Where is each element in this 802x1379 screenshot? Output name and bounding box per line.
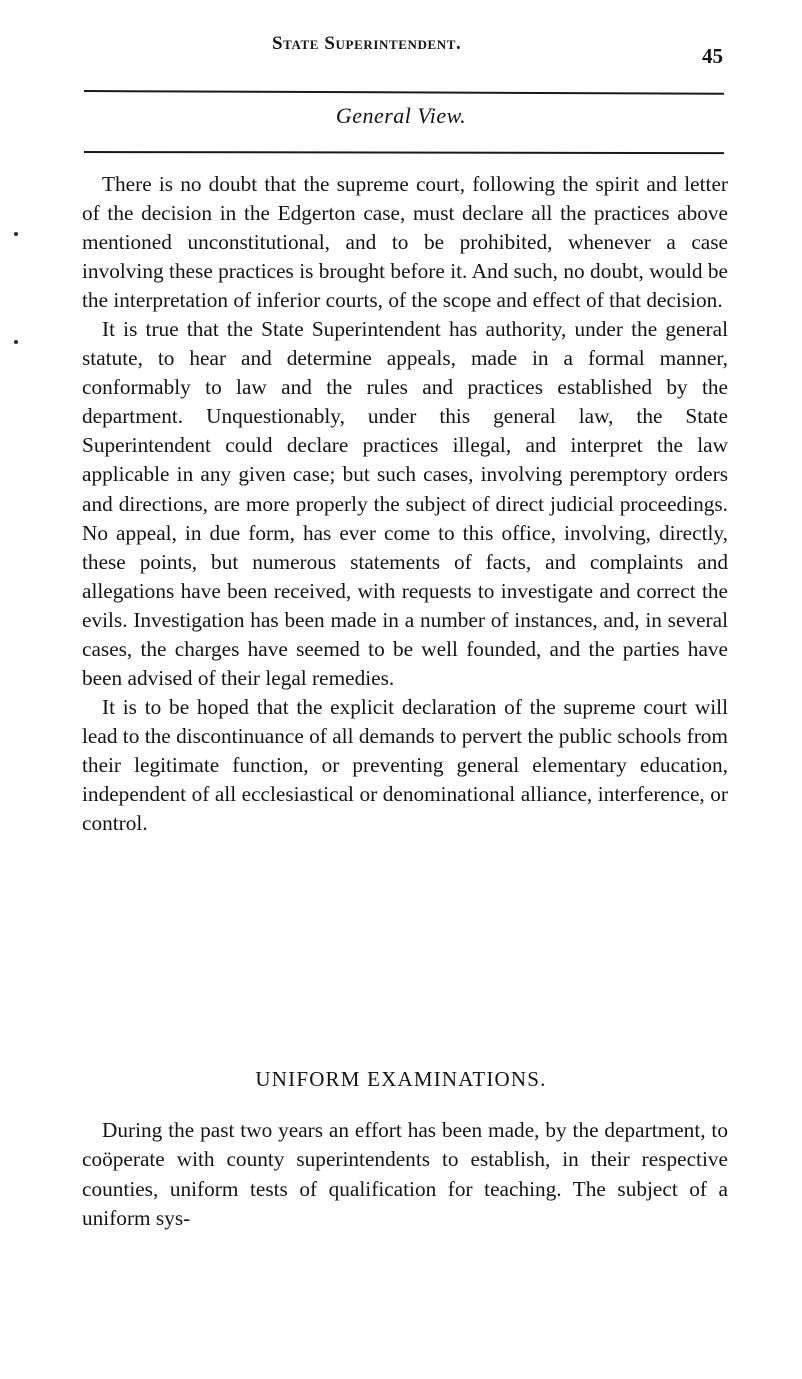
top-rule [84, 90, 724, 95]
margin-speck [14, 232, 18, 236]
subsection-body [82, 1116, 728, 1233]
running-head: State Superintendent. [272, 33, 462, 54]
body-text [82, 170, 728, 838]
margin-speck [14, 340, 18, 344]
subsection-paragraph: During the past two years an effort has been made, by the department, to coöperate with county superintendents to establish, in their respective counties, uniform tests of qualification for teaching. The subject of a uniform sys- [82, 1118, 728, 1230]
paragraph-1: There is no doubt that the supreme court, following the spirit and letter of the decision in the Edgerton case, must declare all the practices above mentioned unconstitutional, and to be prohibited, whenever a case involving these practices is brought before it. And such, no doubt, would be the interpretation of inferior courts, of the scope and effect of that decision. [82, 172, 728, 313]
paragraph-2: It is true that the State Superintendent has authority, under the general statute, to hear and determine appeals, made in a formal manner, conformably to law and the rules and practices established by the department. Unquestionably, under this general law, the State Superintendent could declare practices illegal, and interpret the law applicable in any given case; but such cases, involving peremptory orders and directions, are more properly the subject of direct judicial proceedings. No appeal, in due form, has ever come to this office, involving, directly, these points, but numerous statements of facts, and complaints and allegations have been received, with requests to investigate and correct the evils. Investigation has been made in a number of instances, and, in several cases, the charges have seemed to be well founded, and the parties have been advised of their legal remedies. [82, 317, 728, 690]
subsection-heading: UNIFORM EXAMINATIONS. [255, 1067, 547, 1091]
section-title: General View. [335, 103, 467, 128]
page-number: 45 [702, 44, 723, 68]
paragraph-3: It is to be hoped that the explicit declaration of the supreme court will lead to the discontinuance of all demands to pervert the public schools from their legitimate function, or preventing general elementary education, independent of all ecclesiastical or denominational alliance, interference, or control. [82, 694, 728, 836]
bottom-rule [84, 151, 724, 154]
